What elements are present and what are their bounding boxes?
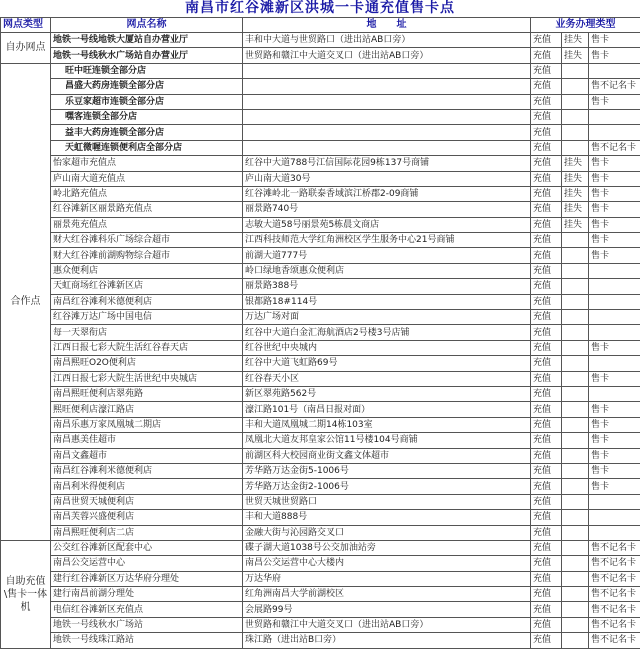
recharge-cell: 充值 bbox=[531, 233, 562, 248]
recharge-cell: 充值 bbox=[531, 125, 562, 140]
recharge-cell: 充值 bbox=[531, 571, 562, 586]
recharge-cell: 充值 bbox=[531, 263, 562, 278]
report-loss-cell bbox=[562, 325, 589, 340]
address-cell bbox=[243, 125, 531, 140]
outlet-name-cell: 每一天翠衔店 bbox=[51, 325, 243, 340]
outlet-name-cell: 财大红谷滩前湖购物综合超市 bbox=[51, 248, 243, 263]
report-loss-cell: 挂失 bbox=[562, 202, 589, 217]
recharge-cell: 充值 bbox=[531, 63, 562, 78]
recharge-cell: 充值 bbox=[531, 371, 562, 386]
address-cell: 世贸路和赣江中大道交叉口（进出站AB口旁） bbox=[243, 617, 531, 632]
report-loss-cell: 挂失 bbox=[562, 48, 589, 63]
outlet-name-cell: 江西日报七彩大院生活红谷春天店 bbox=[51, 340, 243, 355]
table-row bbox=[1, 386, 640, 401]
card-sale-cell: 售不记名卡 bbox=[589, 617, 640, 632]
table-row bbox=[1, 556, 640, 571]
outlet-name-cell: 昌盛大药房连锁全部分店 bbox=[51, 79, 243, 94]
report-loss-cell bbox=[562, 463, 589, 478]
table-row bbox=[1, 448, 640, 463]
recharge-cell: 充值 bbox=[531, 109, 562, 124]
table-row bbox=[1, 525, 640, 540]
outlet-name-cell: 南昌文鑫超市 bbox=[51, 448, 243, 463]
outlet-name-cell: 南昌红谷滩利米德便利店 bbox=[51, 463, 243, 478]
address-cell: 丰和中大道与世贸路口（进出站AB口旁） bbox=[243, 33, 531, 48]
outlet-name-cell: 地铁一号线秋水广场站 bbox=[51, 617, 243, 632]
outlet-name-cell: 红谷滩万达广场中国电信 bbox=[51, 310, 243, 325]
recharge-cell: 充值 bbox=[531, 294, 562, 309]
report-loss-cell bbox=[562, 571, 589, 586]
header-row bbox=[1, 18, 640, 33]
address-cell: 红谷中大道788号江信国际花园9栋137号商铺 bbox=[243, 156, 531, 171]
report-loss-cell bbox=[562, 371, 589, 386]
table-row bbox=[1, 109, 640, 124]
table-row bbox=[1, 371, 640, 386]
outlet-name-cell: 南昌熙旺便利店翠苑路 bbox=[51, 386, 243, 401]
outlet-name-cell: 南昌惠美佳超市 bbox=[51, 433, 243, 448]
outlet-name-cell: 庐山南大道充值点 bbox=[51, 171, 243, 186]
outlet-name-cell: 南昌红谷滩利米德便利店 bbox=[51, 294, 243, 309]
recharge-cell: 充值 bbox=[531, 94, 562, 109]
table-row bbox=[1, 433, 640, 448]
recharge-cell: 充值 bbox=[531, 79, 562, 94]
recharge-cell: 充值 bbox=[531, 248, 562, 263]
report-loss-cell bbox=[562, 602, 589, 617]
address-cell: 新区翠苑路562号 bbox=[243, 386, 531, 401]
report-loss-cell bbox=[562, 525, 589, 540]
card-sale-cell bbox=[589, 109, 640, 124]
outlet-name-cell: 南昌公交运营中心 bbox=[51, 556, 243, 571]
report-loss-cell bbox=[562, 402, 589, 417]
table-row bbox=[1, 602, 640, 617]
recharge-cell: 充值 bbox=[531, 48, 562, 63]
table-row bbox=[1, 94, 640, 109]
outlet-name-cell: 建行南昌前湖分理处 bbox=[51, 587, 243, 602]
outlet-name-cell: 旺中旺连锁全部分店 bbox=[51, 63, 243, 78]
address-cell: 岭口绿地香颂惠众便利店 bbox=[243, 263, 531, 278]
table-row bbox=[1, 202, 640, 217]
table-row bbox=[1, 402, 640, 417]
recharge-cell: 充值 bbox=[531, 33, 562, 48]
card-sale-cell: 售不记名卡 bbox=[589, 556, 640, 571]
card-sale-cell bbox=[589, 310, 640, 325]
table-row bbox=[1, 186, 640, 201]
address-cell bbox=[243, 94, 531, 109]
address-cell: 红谷中大道飞虹路69号 bbox=[243, 356, 531, 371]
report-loss-cell bbox=[562, 109, 589, 124]
address-cell: 红谷世纪中央城内 bbox=[243, 340, 531, 355]
card-sale-cell bbox=[589, 386, 640, 401]
table-row bbox=[1, 540, 640, 555]
report-loss-cell bbox=[562, 417, 589, 432]
report-loss-cell bbox=[562, 587, 589, 602]
table-row bbox=[1, 233, 640, 248]
address-cell: 世贸天城世贸路口 bbox=[243, 494, 531, 509]
report-loss-cell bbox=[562, 448, 589, 463]
report-loss-cell bbox=[562, 356, 589, 371]
recharge-cell: 充值 bbox=[531, 340, 562, 355]
recharge-cell: 充值 bbox=[531, 602, 562, 617]
address-cell: 珠江路（进出站B口旁） bbox=[243, 633, 531, 648]
recharge-cell: 充值 bbox=[531, 186, 562, 201]
report-loss-cell bbox=[562, 279, 589, 294]
card-sale-cell: 售卡 bbox=[589, 233, 640, 248]
table-row bbox=[1, 79, 640, 94]
outlet-name-cell: 怡家超市充值点 bbox=[51, 156, 243, 171]
table-row bbox=[1, 33, 640, 48]
table-row bbox=[1, 356, 640, 371]
card-sale-cell: 售卡 bbox=[589, 433, 640, 448]
header-address: 地 址 bbox=[243, 18, 531, 33]
table-row bbox=[1, 263, 640, 278]
outlet-name-cell: 益丰大药房连锁全部分店 bbox=[51, 125, 243, 140]
report-loss-cell bbox=[562, 479, 589, 494]
outlet-name-cell: 丽景苑充值点 bbox=[51, 217, 243, 232]
table-row bbox=[1, 279, 640, 294]
header-name: 网点名称 bbox=[51, 18, 243, 33]
table-body bbox=[1, 33, 640, 649]
report-loss-cell: 挂失 bbox=[562, 217, 589, 232]
card-sale-cell: 售卡 bbox=[589, 417, 640, 432]
recharge-cell: 充值 bbox=[531, 617, 562, 632]
outlet-type-cell: 自办网点 bbox=[1, 33, 51, 64]
outlet-name-cell: 地铁一号线秋水广场站自办营业厅 bbox=[51, 48, 243, 63]
address-cell: 红谷春天小区 bbox=[243, 371, 531, 386]
table-row bbox=[1, 571, 640, 586]
address-cell: 金融大街与沁园路交叉口 bbox=[243, 525, 531, 540]
table-row bbox=[1, 310, 640, 325]
outlet-name-cell: 建行红谷滩新区万达华府分理处 bbox=[51, 571, 243, 586]
address-cell bbox=[243, 109, 531, 124]
table-row bbox=[1, 63, 640, 78]
table-row bbox=[1, 494, 640, 509]
outlet-name-cell: 天虹商场红谷滩新区店 bbox=[51, 279, 243, 294]
card-sale-cell bbox=[589, 325, 640, 340]
card-sale-cell: 售卡 bbox=[589, 186, 640, 201]
card-sale-cell: 售不记名卡 bbox=[589, 140, 640, 155]
card-sale-cell: 售卡 bbox=[589, 402, 640, 417]
report-loss-cell bbox=[562, 633, 589, 648]
address-cell: 万达华府 bbox=[243, 571, 531, 586]
card-sale-cell: 售不记名卡 bbox=[589, 571, 640, 586]
recharge-cell: 充值 bbox=[531, 325, 562, 340]
report-loss-cell bbox=[562, 540, 589, 555]
recharge-cell: 充值 bbox=[531, 525, 562, 540]
report-loss-cell bbox=[562, 433, 589, 448]
recharge-cell: 充值 bbox=[531, 156, 562, 171]
report-loss-cell bbox=[562, 294, 589, 309]
address-cell: 丰和大道888号 bbox=[243, 510, 531, 525]
address-cell: 银都路18#114号 bbox=[243, 294, 531, 309]
recharge-cell: 充值 bbox=[531, 448, 562, 463]
card-sale-cell: 售卡 bbox=[589, 248, 640, 263]
table-row bbox=[1, 340, 640, 355]
recharge-cell: 充值 bbox=[531, 310, 562, 325]
address-cell: 丽景路740号 bbox=[243, 202, 531, 217]
recharge-cell: 充值 bbox=[531, 433, 562, 448]
table-row bbox=[1, 140, 640, 155]
address-cell bbox=[243, 140, 531, 155]
report-loss-cell: 挂失 bbox=[562, 171, 589, 186]
recharge-cell: 充值 bbox=[531, 463, 562, 478]
address-cell: 红谷中大道白金汇海航酒店2号楼3号店铺 bbox=[243, 325, 531, 340]
card-sale-cell bbox=[589, 494, 640, 509]
outlet-name-cell: 公交红谷滩新区配套中心 bbox=[51, 540, 243, 555]
header-type: 网点类型 bbox=[1, 18, 51, 33]
address-cell: 碟子湖大道1038号公交加油站旁 bbox=[243, 540, 531, 555]
card-sale-cell bbox=[589, 525, 640, 540]
card-sale-cell: 售卡 bbox=[589, 479, 640, 494]
report-loss-cell bbox=[562, 94, 589, 109]
recharge-cell: 充值 bbox=[531, 386, 562, 401]
card-sale-cell bbox=[589, 63, 640, 78]
report-loss-cell bbox=[562, 79, 589, 94]
outlet-name-cell: 财大红谷滩科乐广场综合超市 bbox=[51, 233, 243, 248]
address-cell: 世贸路和赣江中大道交叉口（进出站AB口旁） bbox=[243, 48, 531, 63]
table-row bbox=[1, 417, 640, 432]
table-row bbox=[1, 217, 640, 232]
recharge-cell: 充值 bbox=[531, 171, 562, 186]
address-cell: 凤凰北大道友邦皇家公馆11号楼104号商铺 bbox=[243, 433, 531, 448]
recharge-cell: 充值 bbox=[531, 356, 562, 371]
recharge-cell: 充值 bbox=[531, 202, 562, 217]
card-sale-cell bbox=[589, 279, 640, 294]
table-row bbox=[1, 171, 640, 186]
card-sale-cell bbox=[589, 510, 640, 525]
report-loss-cell bbox=[562, 63, 589, 78]
report-loss-cell: 挂失 bbox=[562, 156, 589, 171]
card-sale-cell: 售卡 bbox=[589, 371, 640, 386]
recharge-cell: 充值 bbox=[531, 540, 562, 555]
report-loss-cell bbox=[562, 617, 589, 632]
address-cell bbox=[243, 63, 531, 78]
outlet-name-cell: 南昌利米得便利店 bbox=[51, 479, 243, 494]
address-cell: 丰和大道凤凰城二期14栋103室 bbox=[243, 417, 531, 432]
report-loss-cell bbox=[562, 556, 589, 571]
outlet-name-cell: 岭北路充值点 bbox=[51, 186, 243, 201]
recharge-cell: 充值 bbox=[531, 587, 562, 602]
recharge-cell: 充值 bbox=[531, 217, 562, 232]
card-sale-cell: 售卡 bbox=[589, 171, 640, 186]
outlet-name-cell: 江西日报七彩大院生活世纪中央城店 bbox=[51, 371, 243, 386]
card-sale-cell: 售不记名卡 bbox=[589, 540, 640, 555]
report-loss-cell: 挂失 bbox=[562, 186, 589, 201]
table-row bbox=[1, 479, 640, 494]
address-cell: 芳华路万达金街2-1006号 bbox=[243, 479, 531, 494]
report-loss-cell bbox=[562, 386, 589, 401]
table-row bbox=[1, 587, 640, 602]
address-cell: 濠江路101号（南昌日报对面） bbox=[243, 402, 531, 417]
address-cell: 红角洲南昌大学前湖校区 bbox=[243, 587, 531, 602]
recharge-cell: 充值 bbox=[531, 633, 562, 648]
outlet-name-cell: 南昌芙蓉兴盛便利店 bbox=[51, 510, 243, 525]
outlet-type-cell: 自助充值\售卡一体机 bbox=[1, 540, 51, 648]
outlet-name-cell: 电信红谷滩新区充值点 bbox=[51, 602, 243, 617]
recharge-cell: 充值 bbox=[531, 279, 562, 294]
outlet-name-cell: 地铁一号线珠江路站 bbox=[51, 633, 243, 648]
card-sale-cell: 售卡 bbox=[589, 217, 640, 232]
header-services: 业务办理类型 bbox=[531, 18, 640, 33]
outlet-name-cell: 南昌熙旺O2O便利店 bbox=[51, 356, 243, 371]
card-sale-cell: 售不记名卡 bbox=[589, 633, 640, 648]
address-cell: 红谷滩岭北一路联泰香域滨江桥郡2-09商铺 bbox=[243, 186, 531, 201]
address-cell: 前湖区科大校园商业街文鑫文体超市 bbox=[243, 448, 531, 463]
address-cell: 江西科技师范大学红角洲校区学生服务中心21号商铺 bbox=[243, 233, 531, 248]
address-cell: 芳华路万达金街5-1006号 bbox=[243, 463, 531, 478]
card-sale-cell: 售卡 bbox=[589, 202, 640, 217]
table-row bbox=[1, 325, 640, 340]
outlet-type-cell: 合作点 bbox=[1, 63, 51, 540]
table-row bbox=[1, 510, 640, 525]
outlet-name-cell: 熙旺便利店濠江路店 bbox=[51, 402, 243, 417]
card-sale-cell: 售不记名卡 bbox=[589, 587, 640, 602]
card-sale-cell: 售不记名卡 bbox=[589, 79, 640, 94]
card-sale-cell bbox=[589, 125, 640, 140]
card-sale-cell: 售卡 bbox=[589, 463, 640, 478]
outlet-name-cell: 红谷滩新区丽景路充值点 bbox=[51, 202, 243, 217]
address-cell: 志敏大道58号丽景苑5栋晨文商店 bbox=[243, 217, 531, 232]
address-cell: 南昌公交运营中心大楼内 bbox=[243, 556, 531, 571]
recharge-cell: 充值 bbox=[531, 479, 562, 494]
table-row bbox=[1, 463, 640, 478]
report-loss-cell bbox=[562, 263, 589, 278]
table-row bbox=[1, 248, 640, 263]
outlet-name-cell: 嘿客连锁全部分店 bbox=[51, 109, 243, 124]
outlet-table bbox=[0, 17, 640, 649]
report-loss-cell bbox=[562, 125, 589, 140]
report-loss-cell: 挂失 bbox=[562, 33, 589, 48]
card-sale-cell: 售卡 bbox=[589, 33, 640, 48]
address-cell: 庐山南大道30号 bbox=[243, 171, 531, 186]
report-loss-cell bbox=[562, 233, 589, 248]
recharge-cell: 充值 bbox=[531, 556, 562, 571]
card-sale-cell: 售卡 bbox=[589, 156, 640, 171]
recharge-cell: 充值 bbox=[531, 510, 562, 525]
address-cell: 会展路99号 bbox=[243, 602, 531, 617]
table-row bbox=[1, 633, 640, 648]
table-row bbox=[1, 156, 640, 171]
recharge-cell: 充值 bbox=[531, 402, 562, 417]
outlet-name-cell: 乐豆家超市连锁全部分店 bbox=[51, 94, 243, 109]
card-sale-cell: 售卡 bbox=[589, 48, 640, 63]
card-sale-cell bbox=[589, 356, 640, 371]
card-sale-cell bbox=[589, 263, 640, 278]
recharge-cell: 充值 bbox=[531, 494, 562, 509]
outlet-name-cell: 南昌世贸天城便利店 bbox=[51, 494, 243, 509]
outlet-name-cell: 南昌熙旺便利店二店 bbox=[51, 525, 243, 540]
address-cell: 丽景路388号 bbox=[243, 279, 531, 294]
card-sale-cell: 售卡 bbox=[589, 340, 640, 355]
address-cell: 前湖大道777号 bbox=[243, 248, 531, 263]
recharge-cell: 充值 bbox=[531, 140, 562, 155]
report-loss-cell bbox=[562, 310, 589, 325]
recharge-cell: 充值 bbox=[531, 417, 562, 432]
outlet-name-cell: 惠众便利店 bbox=[51, 263, 243, 278]
outlet-name-cell: 天虹微喔连锁便利店全部分店 bbox=[51, 140, 243, 155]
table-row bbox=[1, 294, 640, 309]
address-cell bbox=[243, 79, 531, 94]
outlet-name-cell: 南昌乐惠万家凤凰城二期店 bbox=[51, 417, 243, 432]
card-sale-cell: 售卡 bbox=[589, 448, 640, 463]
report-loss-cell bbox=[562, 340, 589, 355]
report-loss-cell bbox=[562, 140, 589, 155]
page-title: 南昌市红谷滩新区洪城一卡通充值售卡点 bbox=[0, 0, 640, 17]
table-row bbox=[1, 617, 640, 632]
address-cell: 万达广场对面 bbox=[243, 310, 531, 325]
report-loss-cell bbox=[562, 248, 589, 263]
card-sale-cell: 售不记名卡 bbox=[589, 602, 640, 617]
card-sale-cell bbox=[589, 294, 640, 309]
outlet-name-cell: 地铁一号线地铁大厦站自办营业厅 bbox=[51, 33, 243, 48]
table-row bbox=[1, 125, 640, 140]
report-loss-cell bbox=[562, 494, 589, 509]
report-loss-cell bbox=[562, 510, 589, 525]
table-row bbox=[1, 48, 640, 63]
card-sale-cell: 售卡 bbox=[589, 94, 640, 109]
